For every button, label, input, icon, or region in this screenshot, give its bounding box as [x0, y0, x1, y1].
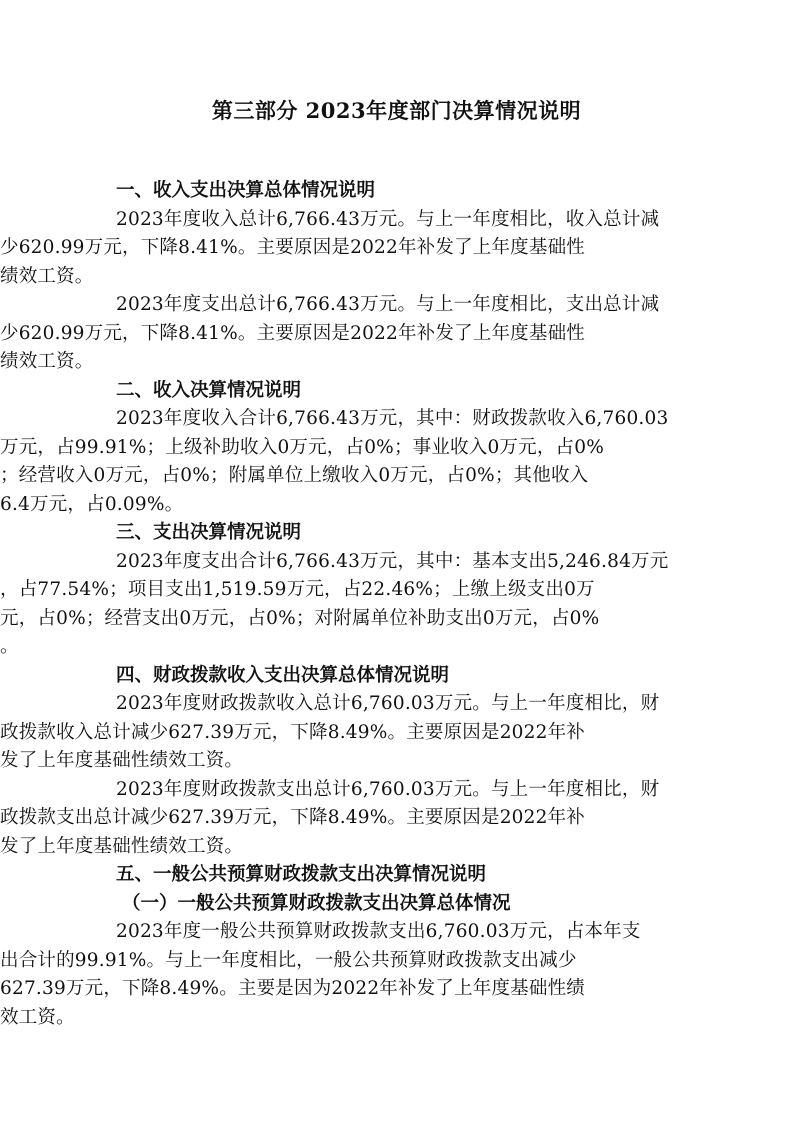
paragraph-line: 元，占0%；经营支出0万元，占0%；对附属单位补助支出0万元，占0%: [0, 607, 600, 629]
paragraph-line: 万元，占99.91%；上级补助收入0万元，占0%；事业收入0万元，占0%: [0, 436, 604, 458]
paragraph-line: 6.4万元，占0.09%。: [0, 493, 184, 515]
paragraph: [0, 206, 710, 292]
paragraph-line: 绩效工资。: [0, 265, 94, 287]
paragraph-line: 2023年度支出总计6,766.43万元。与上一年度相比，支出总计减: [116, 294, 660, 315]
document-body: [0, 177, 710, 1032]
paragraph-line: 少620.99万元，下降8.41%。主要原因是2022年补发了上年度基础性: [0, 322, 585, 344]
paragraph-line: 发了上年度基础性绩效工资。: [0, 750, 244, 771]
paragraph-line: 绩效工资。: [0, 351, 94, 372]
page-title: 第三部分 2023年度部门决算情况说明: [211, 98, 582, 123]
paragraph: [0, 291, 710, 377]
section-heading: 二、收入决算情况说明: [116, 379, 302, 401]
section-heading: 五、一般公共预算财政拨款支出决算情况说明: [116, 864, 487, 885]
section-heading: 一、收入支出决算总体情况说明: [116, 180, 376, 201]
paragraph: [0, 918, 710, 1032]
paragraph: [0, 548, 710, 662]
paragraph-line: 少620.99万元，下降8.41%。主要原因是2022年补发了上年度基础性: [0, 237, 585, 258]
paragraph: [0, 776, 710, 862]
paragraph-line: 效工资。: [0, 1006, 75, 1028]
subsection-heading: （一）一般公共预算财政拨款支出决算总体情况: [122, 892, 511, 914]
paragraph-line: 发了上年度基础性绩效工资。: [0, 835, 244, 857]
paragraph-line: 。: [0, 636, 19, 657]
paragraph-line: 627.39万元，下降8.49%。主要是因为2022年补发了上年度基础性绩: [0, 978, 585, 999]
section-fiscal-appropriation: [0, 662, 710, 862]
paragraph-line: ，占77.54%；项目支出1,519.59万元，占22.46%；上缴上级支出0万: [0, 579, 595, 600]
paragraph-line: 2023年度支出合计6,766.43万元，其中：基本支出5,246.84万元: [116, 550, 669, 572]
paragraph-line: 政拨款收入总计减少627.39万元，下降8.49%。主要原因是2022年补: [0, 721, 585, 743]
paragraph-line: 2023年度财政拨款收入总计6,760.03万元。与上一年度相比，财: [116, 693, 660, 714]
paragraph-line: 2023年度收入合计6,766.43万元，其中：财政拨款收入6,760.03: [116, 408, 669, 429]
paragraph-line: 2023年度一般公共预算财政拨款支出6,760.03万元，占本年支: [116, 921, 641, 942]
section-expense: [0, 519, 710, 662]
section-income: [0, 377, 710, 520]
paragraph-line: 出合计的99.91%。与上一年度相比，一般公共预算财政拨款支出减少: [0, 949, 577, 971]
paragraph-line: 政拨款支出总计减少627.39万元，下降8.49%。主要原因是2022年补: [0, 807, 585, 828]
section-income-expense-overview: [0, 177, 710, 377]
section-heading: 三、支出决算情况说明: [116, 522, 302, 543]
paragraph: [0, 690, 710, 776]
section-heading: 四、财政拨款收入支出决算总体情况说明: [116, 664, 450, 686]
paragraph-line: 2023年度财政拨款支出总计6,760.03万元。与上一年度相比，财: [116, 778, 660, 800]
section-general-public-budget: [0, 861, 710, 1032]
paragraph-line: ；经营收入0万元，占0%；附属单位上缴收入0万元，占0%；其他收入: [0, 465, 589, 486]
paragraph: [0, 405, 710, 519]
paragraph-line: 2023年度收入总计6,766.43万元。与上一年度相比，收入总计减: [116, 208, 660, 230]
